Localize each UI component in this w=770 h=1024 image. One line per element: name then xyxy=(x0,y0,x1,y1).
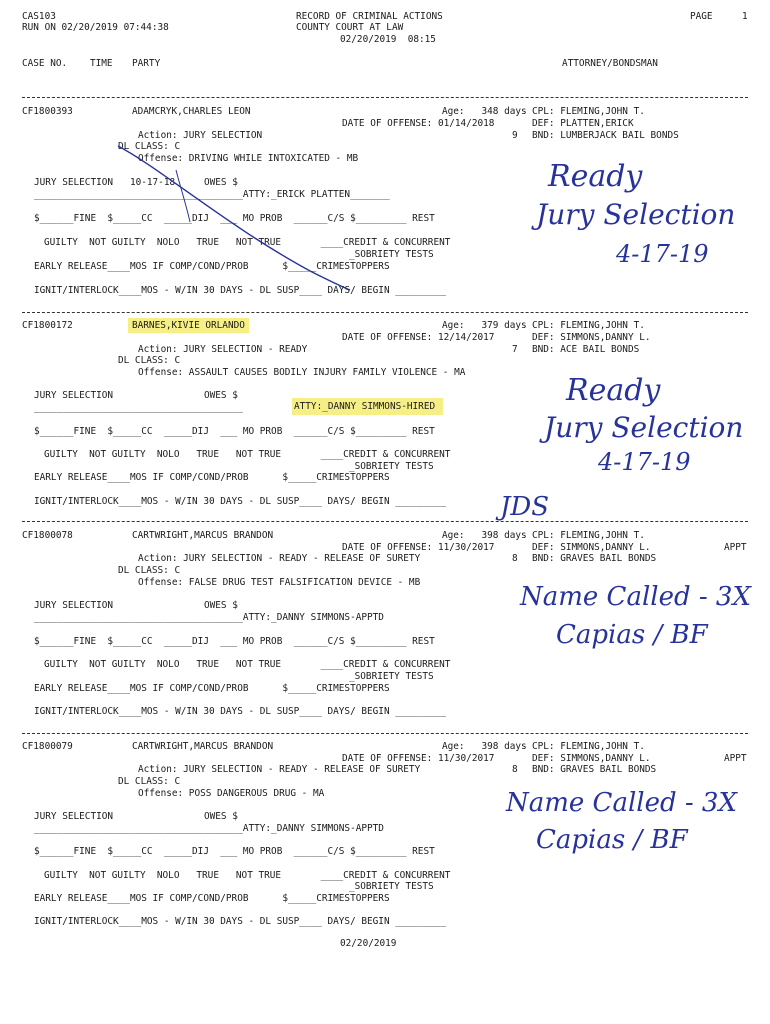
case-number: CF1800393 xyxy=(22,106,73,117)
bnd: BND: ACE BAIL BONDS xyxy=(532,344,640,355)
owes-label: OWES $ xyxy=(204,600,238,611)
run-timestamp: RUN ON 02/20/2019 07:44:38 xyxy=(22,22,169,33)
def: DEF: SIMMONS,DANNY L. xyxy=(532,332,651,343)
sobriety-tests: _SOBRIETY TESTS xyxy=(349,881,434,892)
atty-line: _____________________________________ATTY:_ERICK PLATTEN_______ xyxy=(34,189,390,200)
ignit-line: IGNIT/INTERLOCK____MOS - W/IN 30 DAYS - DL SUSP____ DAYS/ BEGIN _________ xyxy=(34,916,447,927)
sobriety-tests: _SOBRIETY TESTS xyxy=(349,671,434,682)
case-count: 8 xyxy=(512,764,518,775)
age: Age: 398 days xyxy=(442,741,527,752)
owes-label: OWES $ xyxy=(204,177,238,188)
def: DEF: PLATTEN,ERICK xyxy=(532,118,634,129)
handwritten-note: Capias / BF xyxy=(556,620,708,650)
plea-line: GUILTY NOT GUILTY NOLO TRUE NOT TRUE ____CREDIT & CONCURRENT xyxy=(44,659,451,670)
handwritten-note: Jury Selection xyxy=(536,198,736,231)
case-count: 7 xyxy=(512,344,518,355)
page-label: PAGE xyxy=(690,11,713,22)
early-release-line: EARLY RELEASE____MOS IF COMP/COND/PROB $_____CRIMESTOPPERS xyxy=(34,261,390,272)
owes-label: OWES $ xyxy=(204,390,238,401)
handwritten-note: Name Called - 3X xyxy=(506,788,737,818)
date-of-offense: DATE OF OFFENSE: 01/14/2018 xyxy=(342,118,495,129)
action: Action: JURY SELECTION - READY - RELEASE OF SURETY xyxy=(138,553,421,564)
case-number: CF1800078 xyxy=(22,530,73,541)
sobriety-tests: _SOBRIETY TESTS xyxy=(349,249,434,260)
def: DEF: SIMMONS,DANNY L. xyxy=(532,542,651,553)
party-name: ADAMCRYK,CHARLES LEON xyxy=(132,106,251,117)
sobriety-tests: _SOBRIETY TESTS xyxy=(349,461,434,472)
docket-datetime: 02/20/2019 08:15 xyxy=(340,34,436,45)
party-name: CARTWRIGHT,MARCUS BRANDON xyxy=(132,530,274,541)
atty-line: _____________________________________ATTY:_DANNY SIMMONS-APPTD xyxy=(34,823,384,834)
page-number: 1 xyxy=(742,11,748,22)
dl-class: DL CLASS: C xyxy=(118,355,181,366)
footer-date: 02/20/2019 xyxy=(340,938,397,949)
court-name: COUNTY COURT AT LAW xyxy=(296,22,404,33)
atty-line: _____________________________________ATTY:_DANNY SIMMONS-APPTD xyxy=(34,612,384,623)
cpl: CPL: FLEMING,JOHN T. xyxy=(532,320,645,331)
setting: JURY SELECTION xyxy=(34,600,114,611)
atty-highlighted: ATTY:_DANNY SIMMONS-HIRED xyxy=(292,398,443,415)
action: Action: JURY SELECTION - READY xyxy=(138,344,308,355)
offense: Offense: FALSE DRUG TEST FALSIFICATION DEVICE - MB xyxy=(138,577,421,588)
handwritten-note: Jury Selection xyxy=(544,411,744,444)
ignit-line: IGNIT/INTERLOCK____MOS - W/IN 30 DAYS - DL SUSP____ DAYS/ BEGIN _________ xyxy=(34,706,447,717)
bnd: BND: GRAVES BAIL BONDS xyxy=(532,553,657,564)
dl-class: DL CLASS: C xyxy=(118,776,181,787)
def: DEF: SIMMONS,DANNY L. xyxy=(532,753,651,764)
handwritten-note: 4-17-19 xyxy=(616,240,709,268)
col-time: TIME xyxy=(90,58,113,69)
setting: JURY SELECTION 10-17-18 xyxy=(34,177,176,188)
early-release-line: EARLY RELEASE____MOS IF COMP/COND/PROB $_____CRIMESTOPPERS xyxy=(34,683,390,694)
handwritten-note: 4-17-19 xyxy=(598,448,691,476)
plea-line: GUILTY NOT GUILTY NOLO TRUE NOT TRUE ____CREDIT & CONCURRENT xyxy=(44,870,451,881)
cpl: CPL: FLEMING,JOHN T. xyxy=(532,106,645,117)
party-name: CARTWRIGHT,MARCUS BRANDON xyxy=(132,741,274,752)
report-title: RECORD OF CRIMINAL ACTIONS xyxy=(296,11,443,22)
appt-flag: APPT xyxy=(724,753,747,764)
date-of-offense: DATE OF OFFENSE: 12/14/2017 xyxy=(342,332,495,343)
party-name-highlighted: BARNES,KIVIE ORLANDO xyxy=(128,318,249,333)
age: Age: 348 days xyxy=(442,106,527,117)
fine-line: $______FINE $_____CC _____DIJ ___ MO PROB ______C/S $_________ REST xyxy=(34,426,435,437)
fine-line: $______FINE $_____CC _____DIJ ___ MO PROB ______C/S $_________ REST xyxy=(34,846,435,857)
col-case-no: CASE NO. xyxy=(22,58,68,69)
case-number: CF1800079 xyxy=(22,741,73,752)
fine-line: $______FINE $_____CC _____DIJ ___ MO PROB ______C/S $_________ REST xyxy=(34,213,435,224)
bnd: BND: GRAVES BAIL BONDS xyxy=(532,764,657,775)
date-of-offense: DATE OF OFFENSE: 11/30/2017 xyxy=(342,542,495,553)
handwritten-note: Name Called - 3X xyxy=(520,582,751,612)
ignit-line: IGNIT/INTERLOCK____MOS - W/IN 30 DAYS - DL SUSP____ DAYS/ BEGIN _________ xyxy=(34,496,447,507)
action: Action: JURY SELECTION - READY - RELEASE OF SURETY xyxy=(138,764,421,775)
offense: Offense: DRIVING WHILE INTOXICATED - MB xyxy=(138,153,359,164)
ignit-line: IGNIT/INTERLOCK____MOS - W/IN 30 DAYS - DL SUSP____ DAYS/ BEGIN _________ xyxy=(34,285,447,296)
age: Age: 398 days xyxy=(442,530,527,541)
setting: JURY SELECTION xyxy=(34,390,114,401)
owes-label: OWES $ xyxy=(204,811,238,822)
case-number: CF1800172 xyxy=(22,320,73,331)
case-count: 8 xyxy=(512,553,518,564)
setting: JURY SELECTION xyxy=(34,811,114,822)
dl-class: DL CLASS: C xyxy=(118,141,181,152)
report-code: CAS103 xyxy=(22,11,56,22)
fine-line: $______FINE $_____CC _____DIJ ___ MO PROB ______C/S $_________ REST xyxy=(34,636,435,647)
date-of-offense: DATE OF OFFENSE: 11/30/2017 xyxy=(342,753,495,764)
plea-line: GUILTY NOT GUILTY NOLO TRUE NOT TRUE ____CREDIT & CONCURRENT xyxy=(44,449,451,460)
appt-flag: APPT xyxy=(724,542,747,553)
early-release-line: EARLY RELEASE____MOS IF COMP/COND/PROB $_____CRIMESTOPPERS xyxy=(34,893,390,904)
atty-line-prefix: _____________________________________ xyxy=(34,402,243,413)
offense: Offense: POSS DANGEROUS DRUG - MA xyxy=(138,788,325,799)
age: Age: 379 days xyxy=(442,320,527,331)
col-party: PARTY xyxy=(132,58,161,69)
offense: Offense: ASSAULT CAUSES BODILY INJURY FAMILY VIOLENCE - MA xyxy=(138,367,466,378)
cpl: CPL: FLEMING,JOHN T. xyxy=(532,530,645,541)
dl-class: DL CLASS: C xyxy=(118,565,181,576)
col-attorney-bondsman: ATTORNEY/BONDSMAN xyxy=(562,58,658,69)
action: Action: JURY SELECTION xyxy=(138,130,263,141)
early-release-line: EARLY RELEASE____MOS IF COMP/COND/PROB $_____CRIMESTOPPERS xyxy=(34,472,390,483)
handwritten-note: Ready xyxy=(566,373,661,408)
case-count: 9 xyxy=(512,130,518,141)
bnd: BND: LUMBERJACK BAIL BONDS xyxy=(532,130,679,141)
plea-line: GUILTY NOT GUILTY NOLO TRUE NOT TRUE ____CREDIT & CONCURRENT xyxy=(44,237,451,248)
handwritten-note: Ready xyxy=(548,159,643,194)
cpl: CPL: FLEMING,JOHN T. xyxy=(532,741,645,752)
handwritten-initials: JDS xyxy=(500,492,550,522)
handwritten-note: Capias / BF xyxy=(536,825,688,855)
